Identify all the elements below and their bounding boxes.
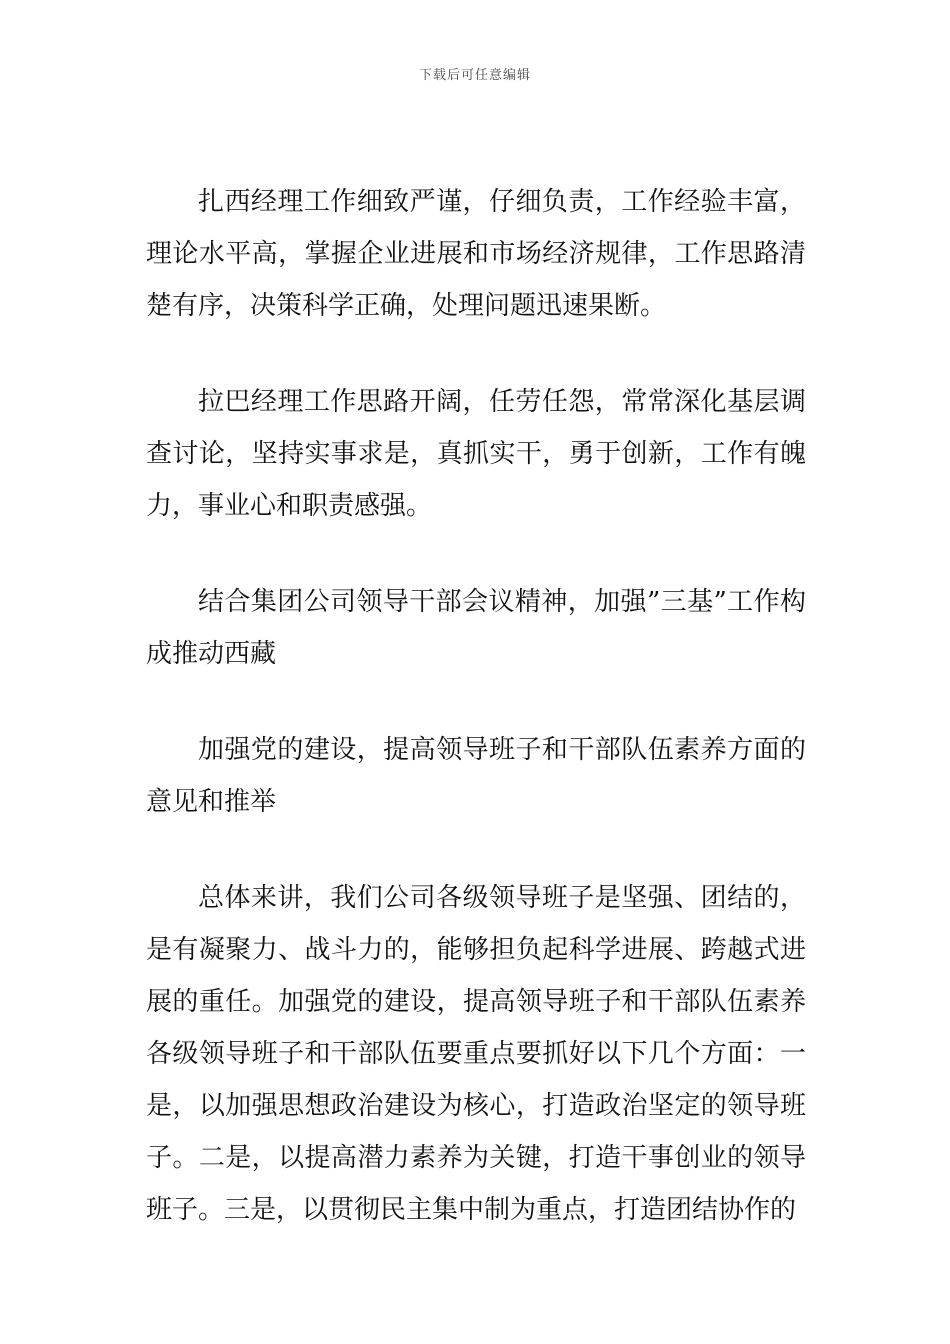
paragraph-party-building-heading: 加强党的建设，提高领导班子和干部队伍素养方面的意见和推举 [146, 735, 806, 817]
paragraph-overall-summary: 总体来讲，我们公司各级领导班子是坚强、团结的，是有凝聚力、战斗力的，能够担负起科学进展、跨越式进展的重任。加强党的建设，提高领导班子和干部队伍素养各级领导班子和干部队伍要重点要抓好以下几个方面：一是，以加强思想政治建设为核心，打造政治坚定的领导班子。二是，以提高潜力素养为关键，打造干事创业的领导班子。三是，以贯彻民主集中制为重点，打造团结协作的 [146, 883, 806, 1225]
paragraph-laba-evaluation: 拉巴经理工作思路开阔，任劳任怨，常常深化基层调查讨论，坚持实事求是，真抓实干，勇于创新，工作有魄力，事业心和职责感强。 [146, 387, 806, 521]
page-header-note: 下载后可任意编辑 [418, 68, 531, 83]
paragraph-sanji-heading: 结合集团公司领导干部会议精神，加强”三基”工作构成推动西藏 [146, 587, 806, 669]
paragraph-zhaxi-evaluation: 扎西经理工作细致严谨，仔细负责，工作经验丰富，理论水平高，掌握企业进展和市场经济规律，工作思路清楚有序，决策科学正确，处理问题迅速果断。 [146, 187, 806, 321]
